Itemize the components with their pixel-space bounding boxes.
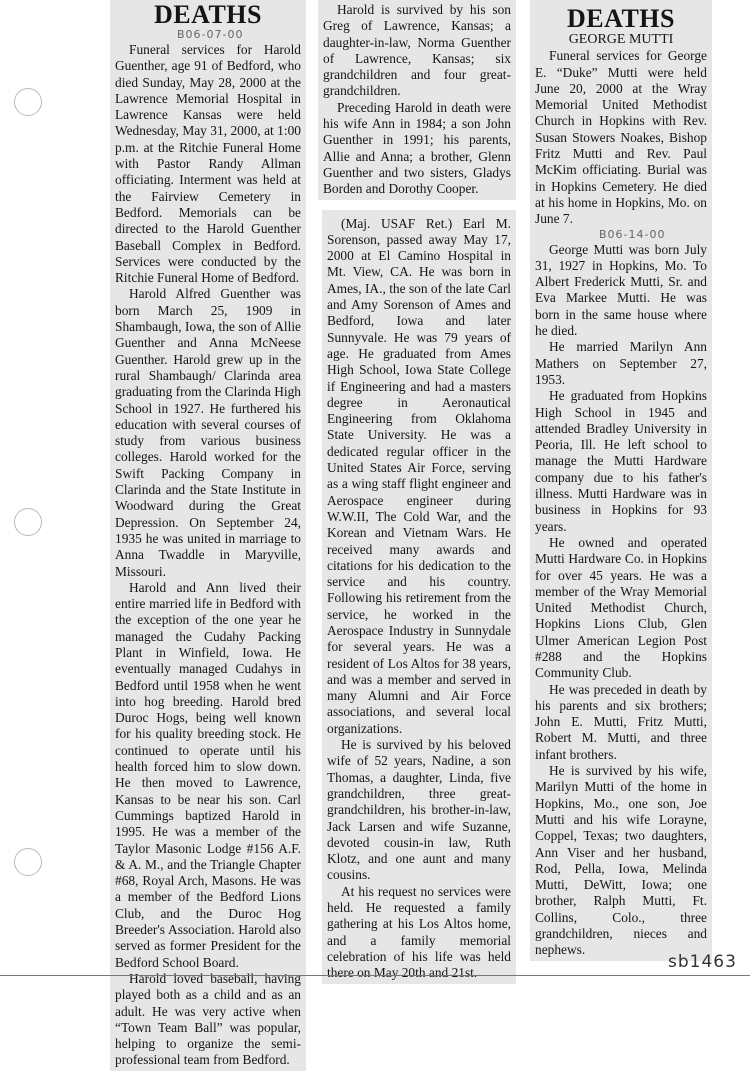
- paragraph: Preceding Harold in death were his wife Ann in 1984; a son John Guenther in 1991; his parents, Allie and Anna; a brother, Glenn Guenther and two sisters, Gladys Borden and Dorothy Cooper.: [323, 99, 511, 197]
- paragraph: He is survived by his beloved wife of 52 years, Nadine, a son Thomas, a daughter, Linda, five grandchildren, three great-grandchildren, his brother-in-law, Jack Larsen and wife Suzanne, devoted cousin-in law, Ruth Klotz, and one aunt and many cousins.: [327, 737, 511, 883]
- punch-hole: [14, 88, 42, 116]
- page-bottom-rule: [0, 975, 750, 976]
- paragraph: (Maj. USAF Ret.) Earl M. Sorenson, passed away May 17, 2000 at El Camino Hospital in Mt. View, CA. He was born in Ames, IA., the son of the late Carl and Amy Sorenson of Ames and Bedford, Iowa and later Sunnyvale. He was 79 years of age. He graduated from Ames High School, Iowa State College if Engineering and had a masters degree in Aeronautical Engineering from Oklahoma State University. He was a dedicated regular officer in the United States Air Force, serving as a wing staff flight engineer and Aerospace engineer during W.W.II, The Cold War, and the Korean and Vietnam Wars. He received many awards and citations for his dedication to the service and his country. Following his retirement from the service, he worked in the Aerospace Industry in Sunnydale for several years. He was a resident of Los Altos for 38 years, and was a member and served in many Alumni and Air Force associations, and several local organizations.: [327, 215, 511, 736]
- clipping-guenther-continued: [318, 0, 516, 200]
- paragraph: Harold loved baseball, having played both as a child and as an adult. He was very active when “Town Team Ball” was popular, helping to organize the semi-professional team from Bedford.: [115, 970, 301, 1068]
- paragraph: He graduated from Hopkins High School in 1945 and attended Bradley University in Peoria, Ill. He left school to manage the Mutti Hardware company due to his father's illness. Mutti Hardware was in business in Hopkins for 93 years.: [535, 388, 707, 534]
- paragraph: Harold and Ann lived their entire married life in Bedford with the exception of the one year he managed the Cudahy Packing Plant in Winfield, Iowa. He eventually managed Cudahys in Bedford until 1958 when he went into hog breeding. Harold bred Duroc Hogs, being well known for his quality breeding stock. He continued to operate until his health forced him to slow down. He then moved to Lawrence, Kansas to be near his son. Carl Cummings baptized Harold in 1995. He was a member of the Taylor Masonic Lodge #156 A.F. & A. M., and the Triangle Chapter #68, Royal Arch, Masons. He was a member of the Bedford Lions Club, and the Duroc Hog Breeder's Association. Harold also served as former President for the Bedford School Board.: [115, 579, 301, 970]
- middle-column: [318, 0, 516, 984]
- clipping-guenther: [110, 0, 306, 1071]
- date-note: B06-07-00: [177, 28, 244, 41]
- paragraph: He owned and operated Mutti Hardware Co. in Hopkins for over 45 years. He was a member of the Wray Memorial United Methodist Church, Hopkins Lions Club, Glen Ulmer American Legion Post #288 and the Hopkins Community Club.: [535, 534, 707, 681]
- paragraph: He married Marilyn Ann Mathers on September 27, 1953.: [535, 339, 707, 387]
- paragraph: George Mutti was born July 31, 1927 in Hopkins, Mo. To Albert Frederick Mutti, Sr. and Eva Markee Mutti. He was born in the same house where he died.: [535, 241, 707, 339]
- paragraph: He is survived by his wife, Marilyn Mutti of the home in Hopkins, Mo., one son, Joe Mutti and his wife Lorayne, Coppel, Texas; two daughters, Ann Viser and her husband, Rod, Pella, Iowa, Melinda Mutti, DeWitt, Iowa; one brother, Ralph Mutti, Ft. Collins, Colo., three grandchildren, nieces and nephews.: [535, 763, 707, 958]
- paragraph: Harold is survived by his son Greg of Lawrence, Kansas; a daughter-in-law, Norma Guenther of Lawrence, Kansas; six grandchildren and four great-grandchildren.: [323, 2, 511, 99]
- punch-hole: [14, 848, 42, 876]
- article-body: [115, 42, 301, 1069]
- punch-hole: [14, 508, 42, 536]
- date-note: B06-14-00: [599, 227, 666, 241]
- paragraph: At his request no services were held. He requested a family gathering at his Los Altos home, and a family memorial celebration of his life was held there on May 20th and 21st.: [327, 883, 511, 981]
- obituary-name: GEORGE MUTTI: [568, 32, 674, 47]
- handwritten-page-number: sb1463: [668, 952, 737, 972]
- deaths-heading: DEATHS: [567, 4, 675, 33]
- clipping-mutti: [530, 0, 712, 961]
- paragraph: He was preceded in death by his parents and six brothers; John E. Mutti, Fritz Mutti, Robert M. Mutti, and three infant brothers.: [535, 681, 707, 762]
- paragraph: Funeral services for George E. “Duke” Mutti were held June 20, 2000 at the Wray Memorial United Methodist Church in Hopkins with Rev. Susan Stowers Noakes, Bishop Fritz Mutti and Rev. Paul McKim officiating. Burial was in Hopkins Cemetery. He died at his home in Hopkins, Mo. on June 7.: [535, 48, 707, 227]
- deaths-heading: DEATHS: [154, 0, 262, 29]
- paragraph: Funeral services for Harold Guenther, age 91 of Bedford, who died Sunday, May 28, 2000 at the Lawrence Memorial Hospital in Lawrence Kansas were held Wednesday, May 31, 2000, at 1:00 p.m. at the Ritchie Funeral Home with Pastor Randy Allman officiating. Interment was held at the Fairview Cemetery in Bedford. Memorials can be directed to the Harold Guenther Baseball Complex in Bedford. Services were conducted by the Ritchie Funeral Home of Bedford.: [115, 42, 301, 286]
- clipping-sorenson: [322, 210, 516, 984]
- paragraph: Harold Alfred Guenther was born March 25, 1909 in Shambaugh, Iowa, the son of Allie Guenther and Anna McNeese Guenther. Harold grew up in the rural Shambaugh/ Clarinda area graduating from the Clarinda High School in 1927. He furthered his education with several courses of study from various business colleges. Harold worked for the Swift Packing Company in Clarinda and the State Institute in Woodward during the Great Depression. On September 24, 1935 he was united in marriage to Anna Twaddle in Maryville, Missouri.: [115, 286, 301, 579]
